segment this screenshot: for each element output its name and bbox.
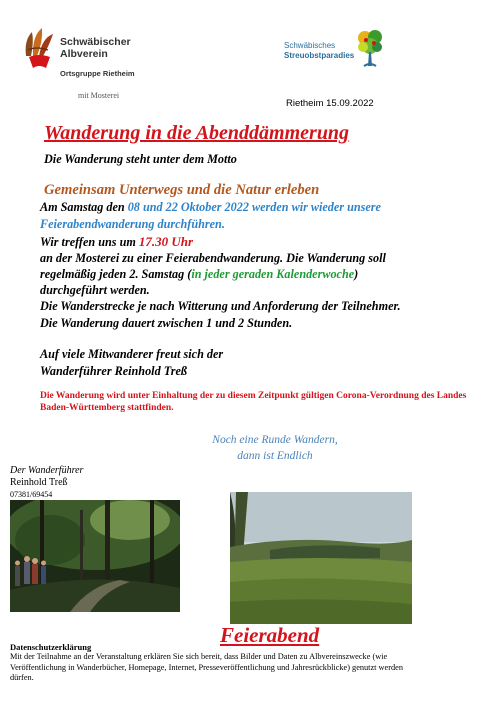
body-line-7: Die Wanderstrecke je nach Witterung und Anforderung der Teilnehmer. <box>40 299 401 313</box>
body-line-5c: ) <box>354 267 359 281</box>
privacy-text: Mit der Teilnahme an der Veranstaltung erklären Sie sich bereit, dass Bilder und Daten zu Albvereinszwecke (wie Veröffentlichung in Wanderbücher, Homepage, Internet, Presseveröffentlichung und Jahresrückblicke) genutzt werden dürfen. <box>10 652 403 682</box>
meeting-time: 17.30 Uhr <box>138 234 194 249</box>
albverein-logo <box>22 26 142 110</box>
body-line-9: Auf viele Mitwanderer freut sich der <box>40 347 224 361</box>
body-line-3a: Wir treffen uns um <box>40 235 139 249</box>
calendar-week-note: in jeder geraden Kalenderwoche <box>191 267 355 281</box>
org-left-line2: Albverein <box>60 48 108 60</box>
corona-note: Die Wanderung wird unter Einhaltung der zu diesem Zeitpunkt gültigen Corona-Verordnung des Landes Baden-Württemberg stattfinden. <box>40 391 467 413</box>
quote-line-1: Noch eine Runde Wandern, <box>212 434 338 446</box>
body-line-10: Wanderführer Reinhold Treß <box>40 364 187 378</box>
forest-hikers-photo <box>10 500 180 612</box>
body-line-5 <box>40 267 358 282</box>
albverein-leaf-logo-icon <box>22 26 56 70</box>
body-line-1a: Am Samstag den <box>40 200 128 214</box>
page-title: Wanderung in die Abenddämmerung <box>44 122 350 144</box>
org-left-sub: Ortsgruppe Rietheim <box>60 69 135 78</box>
body-line-6: durchgeführt werden. <box>40 283 150 297</box>
guide-name: Reinhold Treß <box>10 477 68 488</box>
guide-label: Der Wanderführer <box>10 465 84 476</box>
body-line-1 <box>40 200 381 215</box>
body-line-8: Die Wanderung dauert zwischen 1 und 2 Stunden. <box>40 316 293 330</box>
feierabend-heading: Feierabend <box>220 623 320 647</box>
event-dates: 08 und 22 Oktober 2022 <box>127 200 249 214</box>
body-line-4: an der Mosterei zu einer Feierabendwanderung. Die Wanderung soll <box>40 251 386 265</box>
streuobst-tree-logo-icon <box>356 28 384 70</box>
document-date: Rietheim 15.09.2022 <box>286 98 374 109</box>
body-line-1c: werden wir wieder unsere <box>248 200 381 214</box>
body-line-3 <box>40 234 193 250</box>
body-line-5a: regelmäßig jeden 2. Samstag ( <box>40 267 192 281</box>
guide-phone: 07381/69454 <box>10 490 53 499</box>
guide-contact <box>10 465 83 501</box>
body-line-2: Feierabendwanderung durchführen. <box>40 217 225 231</box>
org-right-line1: Schwäbisches <box>284 41 336 50</box>
intro-text: Die Wanderung steht unter dem Motto <box>44 152 237 166</box>
streuobst-logo <box>284 28 390 78</box>
org-left-extra: mit Mosterei <box>78 91 120 100</box>
quote <box>200 432 350 464</box>
privacy-title: Datenschutzerklärung <box>10 642 92 652</box>
meadow-landscape-photo <box>230 492 412 624</box>
org-left-line1: Schwäbischer <box>60 36 131 48</box>
org-right-line2: Streuobstparadies <box>284 51 355 60</box>
motto: Gemeinsam Unterwegs und die Natur erleben <box>44 182 320 198</box>
quote-line-2: dann ist Endlich <box>237 450 313 462</box>
